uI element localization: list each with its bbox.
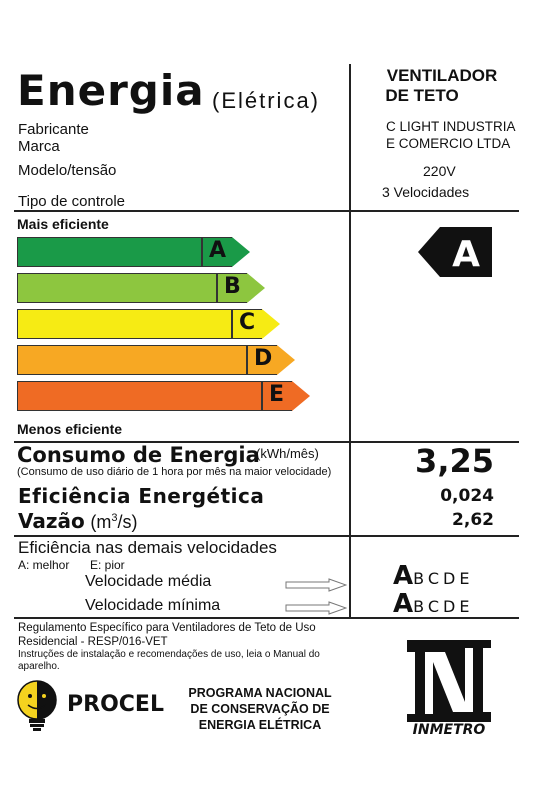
vazao-value: 2,62 bbox=[452, 510, 494, 530]
label-subtitle: (Elétrica) bbox=[212, 88, 321, 113]
minima-rating-scale: BCDE bbox=[413, 597, 474, 616]
scale-bar-c bbox=[17, 309, 232, 339]
consumo-value: 3,25 bbox=[415, 442, 494, 480]
procel-logo-icon bbox=[16, 680, 58, 732]
eficiencia-value: 0,024 bbox=[440, 486, 494, 506]
scale-bar-e bbox=[17, 381, 262, 411]
scale-bar-a bbox=[17, 237, 202, 267]
column-divider-demais bbox=[349, 535, 351, 618]
scale-letter-d: D bbox=[254, 346, 273, 371]
vazao-row bbox=[18, 509, 137, 534]
scale-bottom-label: Menos eficiente bbox=[17, 421, 123, 437]
demais-title: Eficiência nas demais velocidades bbox=[18, 538, 277, 557]
scale-separator-e bbox=[262, 381, 263, 411]
vazao-label: Vazão bbox=[18, 509, 85, 533]
inmetro-logo-icon bbox=[407, 640, 491, 722]
scale-letter-a: A bbox=[209, 238, 227, 263]
media-rating-scale: BCDE bbox=[413, 569, 474, 588]
vazao-unit: $(m^3/s)$ bbox=[90, 512, 138, 532]
media-rating bbox=[393, 561, 473, 591]
scale-arrow-tip-c bbox=[262, 309, 280, 339]
scale-letter-e: E bbox=[269, 382, 285, 407]
fabricante-label: Fabricante bbox=[18, 121, 89, 138]
eficiencia-label: Eficiência Energética bbox=[18, 484, 265, 508]
product-type-line1: VENTILADOR bbox=[386, 66, 498, 85]
scale-bar-b bbox=[17, 273, 217, 303]
demais-legend-worst: E: pior bbox=[90, 558, 125, 572]
controle-value: 3 Velocidades bbox=[382, 184, 470, 200]
procel-text: PROCEL bbox=[67, 692, 164, 717]
scale-arrow-tip-d bbox=[277, 345, 295, 375]
minima-rating bbox=[393, 589, 473, 619]
regulamento-text: Regulamento Específico para Ventiladores de Teto de Uso Residencial - RESP/016-VET bbox=[18, 622, 316, 648]
scale-separator-c bbox=[232, 309, 233, 339]
scale-arrow-tip-e bbox=[292, 381, 310, 411]
instrucoes-text: Instruções de instalação e recomendações de uso, leia o Manual do aparelho. bbox=[18, 649, 320, 672]
scale-separator-a bbox=[202, 237, 203, 267]
modelo-label: Modelo/tensão bbox=[18, 162, 117, 179]
scale-letter-b: B bbox=[224, 274, 241, 299]
minima-rating-letter: A bbox=[393, 589, 414, 619]
minima-label: Velocidade mínima bbox=[85, 597, 221, 614]
scale-letter-c: C bbox=[239, 310, 256, 335]
demais-legend-best: A: melhor bbox=[18, 558, 70, 572]
media-arrow-icon bbox=[285, 578, 347, 592]
scale-separator-b bbox=[217, 273, 218, 303]
media-label: Velocidade média bbox=[85, 573, 212, 590]
minima-arrow-icon bbox=[285, 601, 347, 615]
marca-label: Marca bbox=[18, 138, 60, 155]
programa-line1: PROGRAMA NACIONAL bbox=[188, 686, 332, 700]
product-type-line2: DE TETO bbox=[385, 86, 459, 105]
tensao-value: 220V bbox=[423, 163, 456, 179]
consumo-label: Consumo de Energia bbox=[17, 443, 260, 467]
scale-separator-d bbox=[247, 345, 248, 375]
scale-arrow-tip-b bbox=[247, 273, 265, 303]
media-rating-letter: A bbox=[393, 561, 414, 591]
rating-arrow bbox=[418, 227, 492, 277]
fabricante-value-line2: E COMERCIO LTDA bbox=[386, 136, 511, 151]
column-divider-top bbox=[349, 64, 351, 539]
scale-top-label: Mais eficiente bbox=[17, 216, 109, 232]
consumo-note: (Consumo de uso diário de 1 hora por mês na maior velocidade) bbox=[17, 466, 332, 478]
divider-below-header bbox=[14, 210, 519, 212]
divider-above-demais bbox=[14, 535, 519, 537]
programa-line2: DE CONSERVAÇÃO DE bbox=[190, 702, 330, 716]
fabricante-value-line1: C LIGHT INDUSTRIA bbox=[386, 119, 516, 134]
inmetro-text: INMETRO bbox=[412, 722, 486, 738]
scale-bar-d bbox=[17, 345, 247, 375]
programa-line3: ENERGIA ELÉTRICA bbox=[198, 718, 322, 732]
consumo-unit: (kWh/mês) bbox=[256, 446, 319, 461]
rating-letter: A bbox=[452, 234, 480, 275]
controle-label: Tipo de controle bbox=[18, 193, 126, 210]
scale-arrow-tip-a bbox=[232, 237, 250, 267]
label-title: Energia bbox=[17, 66, 205, 115]
